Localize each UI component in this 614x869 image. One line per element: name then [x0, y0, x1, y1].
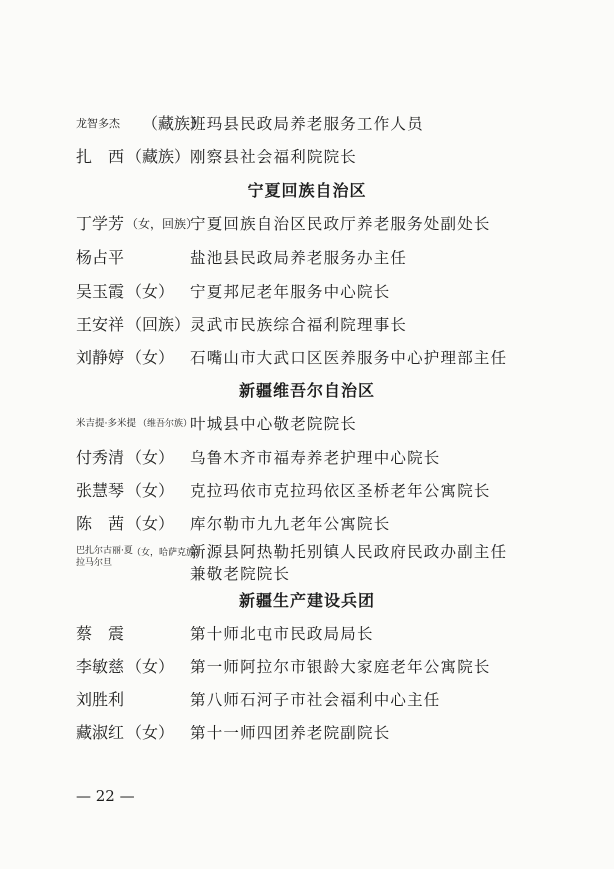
person-name: 张慧琴 [76, 481, 125, 500]
list-item [0, 655, 614, 679]
person-name: 蔡 震 [76, 624, 125, 643]
person-name: 藏淑红 [76, 723, 125, 742]
list-item [0, 479, 614, 503]
person-note: （女） [126, 481, 175, 500]
person-name: 王安祥 [76, 315, 125, 334]
person-title: 叶城县中心敬老院院长 [190, 415, 358, 433]
person-name: 米吉提·多米提 [76, 418, 137, 429]
person-note: （回族） [126, 315, 191, 334]
page-number: — 22 — [76, 787, 135, 805]
section-heading: 宁夏回族自治区 [247, 181, 367, 200]
person-note: （女） [126, 282, 175, 301]
list-item [0, 313, 614, 337]
person-title: 新源县阿热勒托别镇人民政府民政办副主任兼敬老院院长 [190, 543, 508, 583]
person-title: 宁夏回族自治区民政厅养老服务处副处长 [190, 215, 491, 233]
list-item [0, 446, 614, 470]
person-name: 吴玉霞 [76, 282, 125, 301]
person-title: 刚察县社会福利院院长 [190, 148, 358, 166]
list-item [0, 246, 614, 270]
person-note: （女） [126, 657, 175, 676]
list-item [0, 721, 614, 745]
list-item [0, 622, 614, 646]
person-title: 第八师石河子市社会福利中心主任 [190, 691, 441, 709]
person-title: 库尔勒市九九老年公寓院长 [190, 515, 391, 533]
list-item [0, 512, 614, 536]
person-note: （女，哈萨克族） [132, 548, 205, 558]
list-item [0, 346, 614, 370]
person-name: 丁学芳 [76, 214, 125, 233]
person-name: 李敏慈 [76, 657, 125, 676]
person-title: 乌鲁木齐市福寿养老护理中心院长 [190, 449, 441, 467]
person-title: 宁夏邦尼老年服务中心院长 [190, 283, 391, 301]
person-note: （女） [126, 348, 175, 367]
person-title: 石嘴山市大武口区医养服务中心护理部主任 [190, 349, 508, 367]
person-name: 付秀清 [76, 448, 125, 467]
person-note: （藏族） [126, 147, 191, 166]
list-item [0, 412, 614, 436]
person-title: 第十师北屯市民政局局长 [190, 625, 374, 643]
list-item [0, 688, 614, 712]
person-title: 班玛县民政局养老服务工作人员 [190, 115, 424, 133]
person-name: 龙智多杰 [76, 117, 120, 130]
list-item [0, 541, 614, 587]
person-note: （女，回族） [126, 217, 199, 231]
person-note: （女） [126, 723, 175, 742]
person-name: 刘静婷 [76, 348, 125, 367]
person-name: 扎 西 [76, 147, 125, 166]
section-heading: 新疆生产建设兵团 [238, 591, 375, 610]
person-title: 盐池县民政局养老服务办主任 [190, 249, 408, 267]
person-name: 陈 茜 [76, 514, 125, 533]
list-item [0, 212, 614, 236]
person-name: 杨占平 [76, 248, 125, 267]
person-name: 刘胜利 [76, 690, 125, 709]
person-note: （女） [126, 448, 175, 467]
person-note: （藏族） [142, 114, 207, 133]
list-item [0, 280, 614, 304]
list-item [0, 112, 614, 136]
person-title: 克拉玛依市克拉玛依区圣桥老年公寓院长 [190, 482, 491, 500]
person-note: （维吾尔族） [138, 419, 193, 429]
person-title: 第十一师四团养老院副院长 [190, 724, 391, 742]
person-note: （女） [126, 514, 175, 533]
list-item [0, 145, 614, 169]
section-heading: 新疆维吾尔自治区 [238, 381, 375, 400]
person-name: 巴扎尔古丽·夏拉马尔旦 [76, 546, 133, 568]
person-title: 第一师阿拉尔市银龄大家庭老年公寓院长 [190, 658, 491, 676]
person-title: 灵武市民族综合福利院理事长 [190, 316, 408, 334]
